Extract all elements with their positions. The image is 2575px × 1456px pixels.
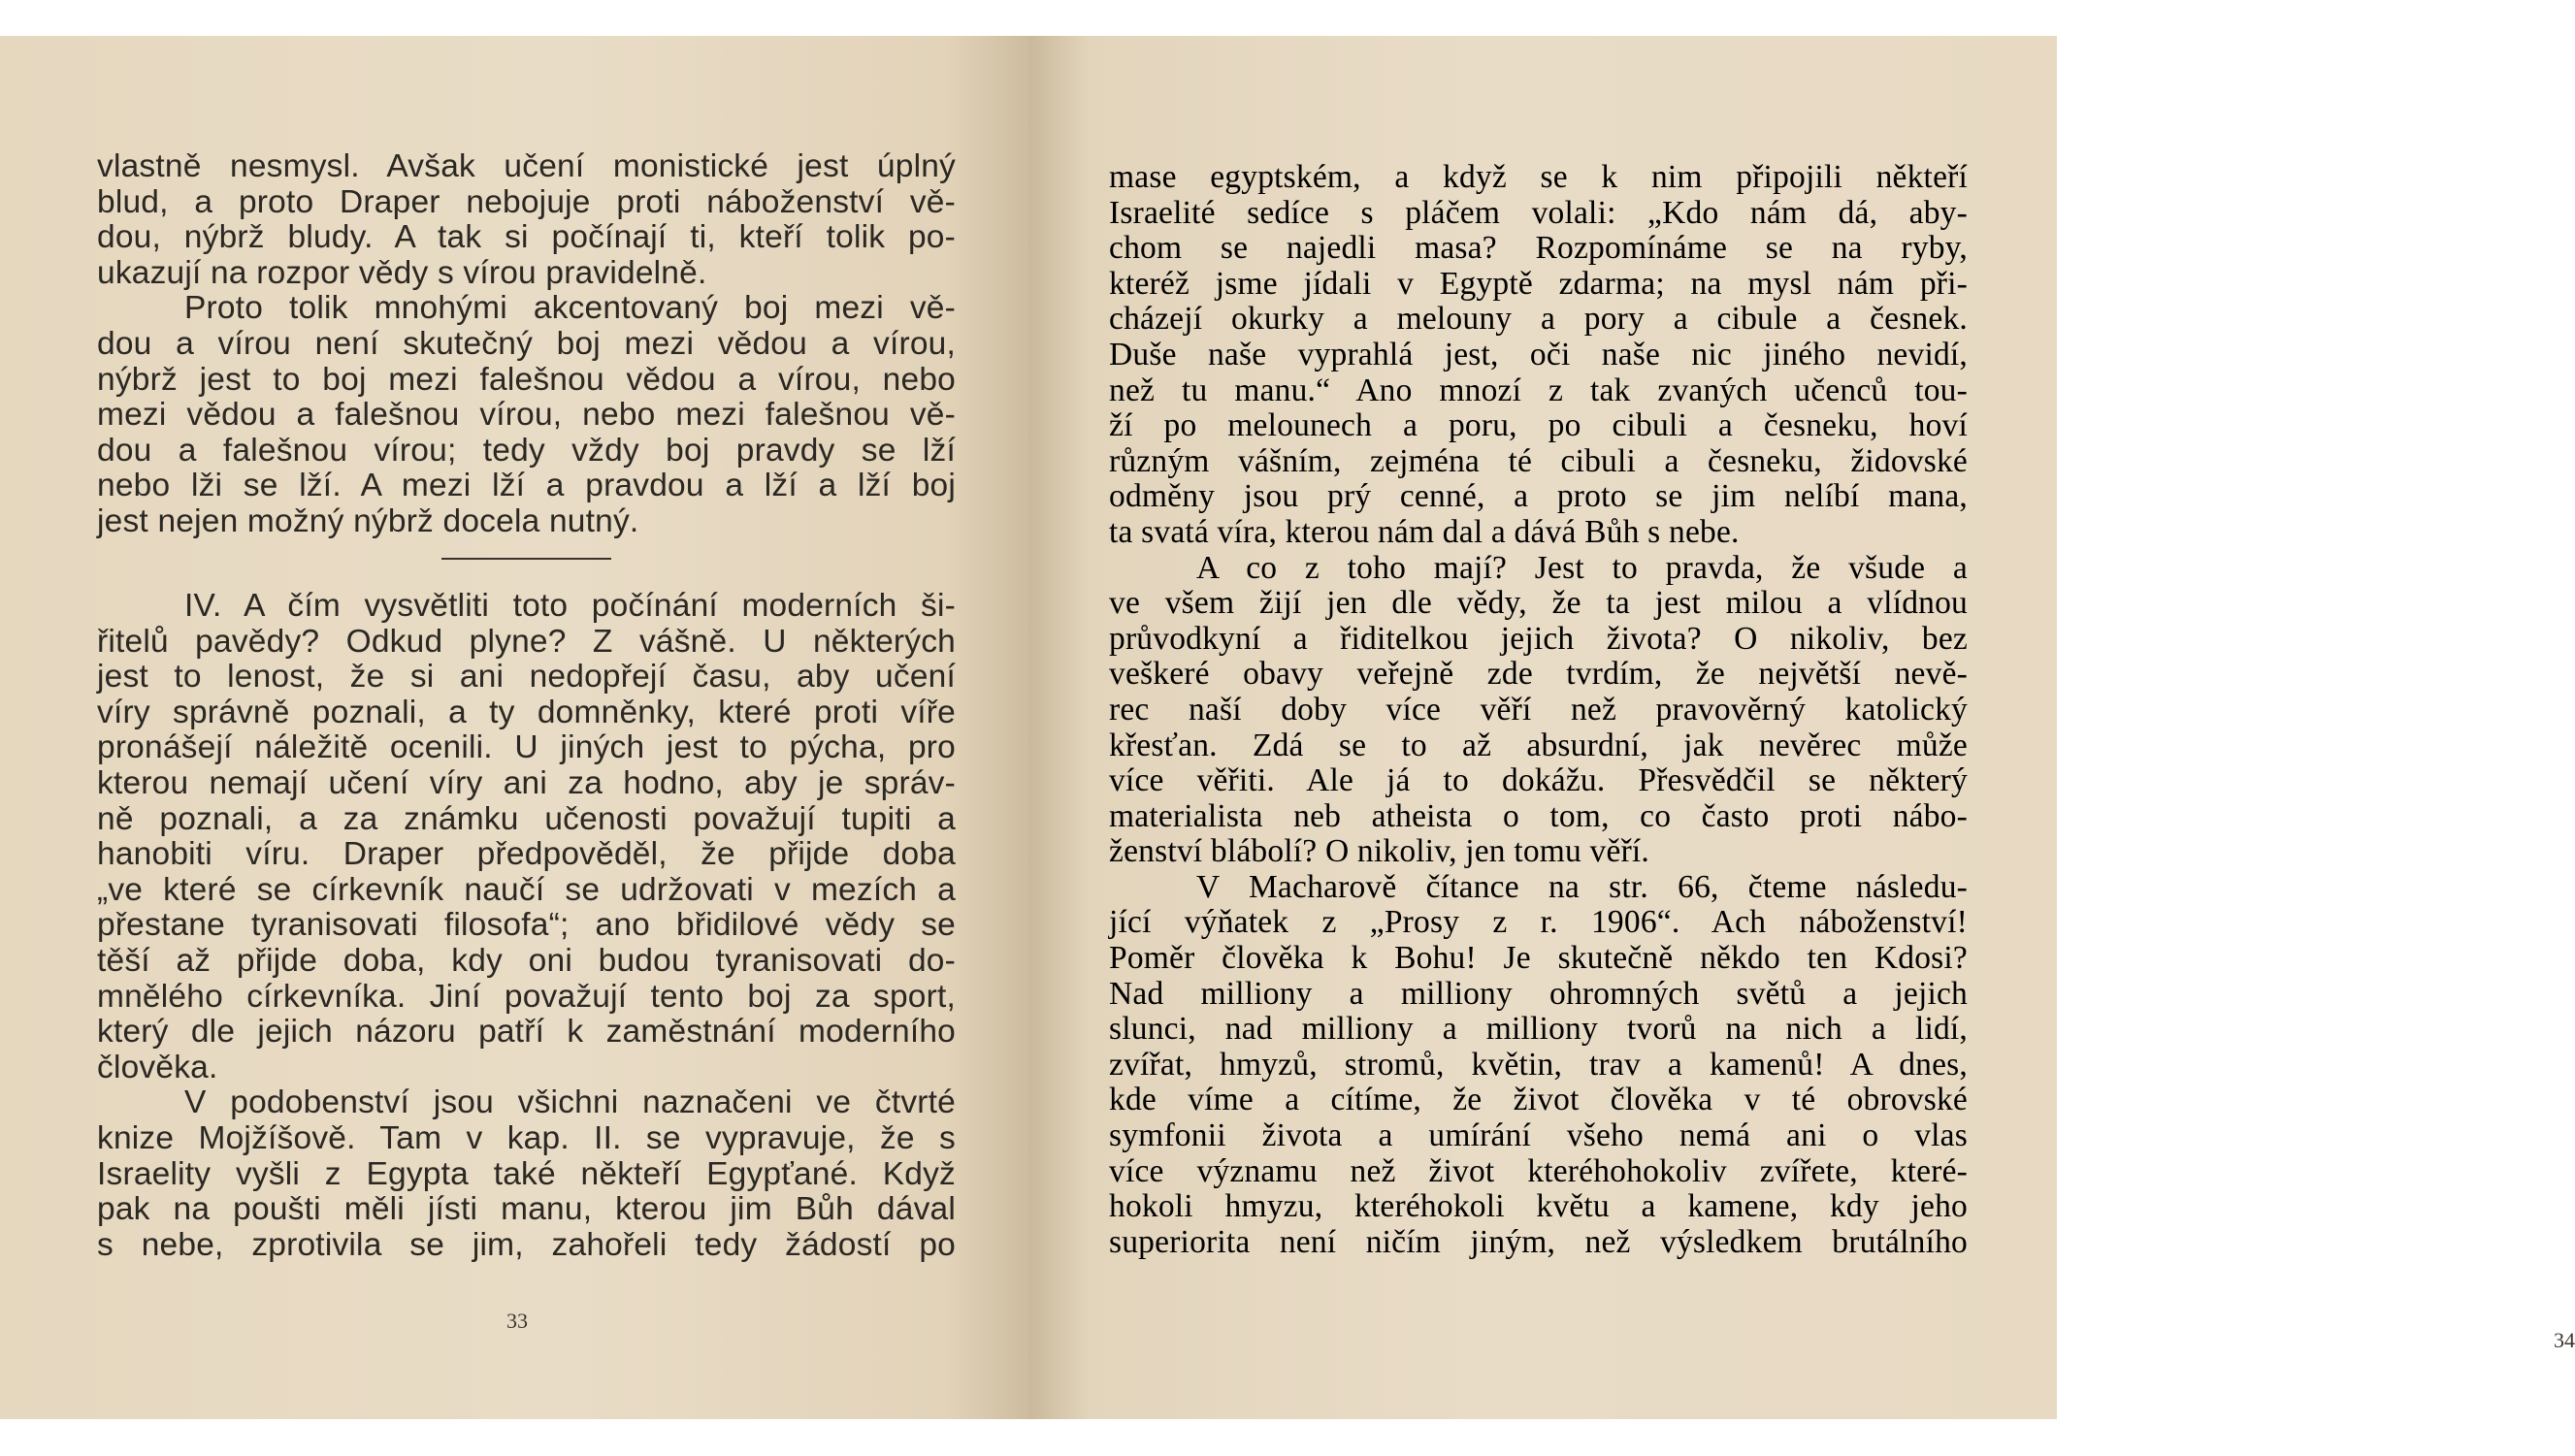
- text-line: Duše naše vyprahlá jest, oči naše nic jiného nevidí,: [1109, 336, 1968, 372]
- text-line: A co z toho mají? Jest to pravda, že všude a: [1196, 549, 1968, 586]
- text-line: více významu než život kteréhohokoliv zvířete, které-: [1109, 1152, 1968, 1189]
- text-line: odměny jsou prý cenné, a proto se jim nelíbí mana,: [1109, 478, 1968, 515]
- text-line: mezi vědou a falešnou vírou, nebo mezi falešnou vě-: [97, 397, 956, 434]
- text-line: veškeré obavy veřejně zde tvrdím, že největší nevě-: [1109, 656, 1968, 693]
- text-line: který dle jejich názoru patří k zaměstnání moderního: [97, 1014, 956, 1051]
- text-line: ta svatá víra, kterou nám dal a dává Bůh s nebe.: [1109, 513, 1740, 550]
- section-divider: [441, 558, 611, 560]
- right-page-paragraphs: [1109, 160, 1968, 1260]
- text-line: nýbrž jest to boj mezi falešnou vědou a vírou, nebo: [97, 361, 956, 398]
- text-line: ukazují na rozpor vědy s vírou pravidelně.: [97, 254, 707, 291]
- text-line: člověka.: [97, 1049, 218, 1085]
- text-line: různým vášním, zejména té cibuli a česneku, židovské: [1109, 442, 1968, 479]
- text-line: mase egyptském, a když se k nim připojili někteří: [1109, 159, 1968, 195]
- text-line: „ve které se církevník naučí se udržovati v mezích a: [97, 871, 956, 908]
- text-line: jest to lenost, že si ani nedopřejí času, aby učení: [97, 659, 956, 696]
- text-line: ženství blábolí? O nikoliv, jen tomu věří.: [1109, 833, 1650, 870]
- text-line: průvodkyní a řiditelkou jejich života? O nikoliv, bez: [1109, 620, 1968, 657]
- text-line: vlastně nesmysl. Avšak učení monistické jest úplný: [97, 148, 956, 184]
- left-page-paragraphs-2: [97, 589, 956, 1263]
- text-line: kterou nemají učení víry ani za hodno, aby je správ-: [97, 764, 956, 801]
- text-line: slunci, nad milliony a milliony tvorů na nich a lidí,: [1109, 1011, 1968, 1048]
- text-line: dou a falešnou vírou; tedy vždy boj pravdy se lží: [97, 432, 956, 469]
- text-line: chom se najedli masa? Rozpomínáme se na ryby,: [1109, 230, 1968, 267]
- text-line: V Macharově čítance na str. 66, čteme následu-: [1196, 868, 1968, 905]
- text-line: Nad milliony a milliony ohromných světů a jejich: [1109, 975, 1968, 1012]
- left-page-paragraphs-1: [97, 149, 956, 540]
- page-number: 34: [2554, 1328, 2575, 1352]
- text-line: více věřiti. Ale já to dokážu. Přesvědčil se některý: [1109, 762, 1968, 799]
- text-line: kteréž jsme jídali v Egyptě zdarma; na mysl nám při-: [1109, 265, 1968, 302]
- text-line: rec naší doby více věří než pravověrný katolický: [1109, 691, 1968, 728]
- text-line: přestane tyranisovati filosofa“; ano břidilové vědy se: [97, 907, 956, 944]
- text-line: dou a vírou není skutečný boj mezi vědou a vírou,: [97, 325, 956, 362]
- text-line: než tu manu.“ Ano mnozí z tak zvaných učenců tou-: [1109, 372, 1968, 408]
- text-line: blud, a proto Draper nebojuje proti náboženství vě-: [97, 183, 956, 220]
- text-line: pak na poušti měli jísti manu, kterou jim Bůh dával: [97, 1191, 956, 1228]
- text-line: Proto tolik mnohými akcentovaný boj mezi vě-: [184, 290, 956, 327]
- text-line: hanobiti víru. Draper předpověděl, že přijde doba: [97, 836, 956, 873]
- text-line: jest nejen možný nýbrž docela nutný.: [97, 502, 639, 539]
- text-line: ve všem žijí jen dle vědy, že ta jest milou a vlídnou: [1109, 585, 1968, 622]
- text-line: cházejí okurky a melouny a pory a cibule a česnek.: [1109, 301, 1968, 338]
- text-line: Poměr člověka k Bohu! Je skutečně někdo ten Kdosi?: [1109, 940, 1968, 977]
- text-line: Israelité sedíce s pláčem volali: „Kdo nám dá, aby-: [1109, 194, 1968, 231]
- text-line: mnělého církevníka. Jiní považují tento boj za sport,: [97, 978, 956, 1015]
- text-line: symfonii života a umírání všeho nemá ani o vlas: [1109, 1117, 1968, 1154]
- text-line: superiorita není ničím jiným, než výsledkem brutálního: [1109, 1223, 1968, 1260]
- book-scan: [0, 36, 2575, 1419]
- text-line: jící výňatek z „Prosy z r. 1906“. Ach náboženství!: [1109, 904, 1968, 941]
- text-line: Israelity vyšli z Egypta také někteří Egypťané. Když: [97, 1155, 956, 1192]
- text-line: dou, nýbrž bludy. A tak si počínají ti, kteří tolik po-: [97, 219, 956, 256]
- left-page: [0, 36, 1028, 1419]
- text-line: V podobenství jsou všichni naznačeni ve čtvrté: [184, 1084, 956, 1121]
- text-line: kde víme a cítíme, že život člověka v té obrovské: [1109, 1082, 1968, 1118]
- text-line: zvířat, hmyzů, stromů, květin, trav a kamenů! A dnes,: [1109, 1046, 1968, 1083]
- text-line: hokoli hmyzu, kteréhokoli květu a kamene, kdy jeho: [1109, 1188, 1968, 1225]
- text-line: víry správně poznali, a ty domněnky, které proti víře: [97, 694, 956, 730]
- text-line: s nebe, zprotivila se jim, zahořeli tedy žádostí po: [97, 1226, 956, 1263]
- text-line: pronášejí náležitě ocenili. U jiných jest to pýcha, pro: [97, 729, 956, 766]
- text-line: ží po melounech a poru, po cibuli a česneku, hoví: [1109, 407, 1968, 444]
- text-line: knize Mojžíšově. Tam v kap. II. se vypravuje, že s: [97, 1119, 956, 1156]
- page-number: 33: [506, 1309, 528, 1333]
- text-line: nebo lži se lží. A mezi lží a pravdou a lží a lží boj: [97, 468, 956, 504]
- text-line: řitelů pavědy? Odkud plyne? Z vášně. U některých: [97, 623, 956, 660]
- text-line: křesťan. Zdá se to až absurdní, jak nevěrec může: [1109, 727, 1968, 763]
- text-line: materialista neb atheista o tom, co často proti nábo-: [1109, 797, 1968, 834]
- text-line: IV. A čím vysvětliti toto počínání moderních ši-: [184, 588, 956, 624]
- text-line: ně poznali, a za známku učenosti považují tupiti a: [97, 800, 956, 837]
- text-line: těší až přijde doba, kdy oni budou tyranisovati do-: [97, 942, 956, 979]
